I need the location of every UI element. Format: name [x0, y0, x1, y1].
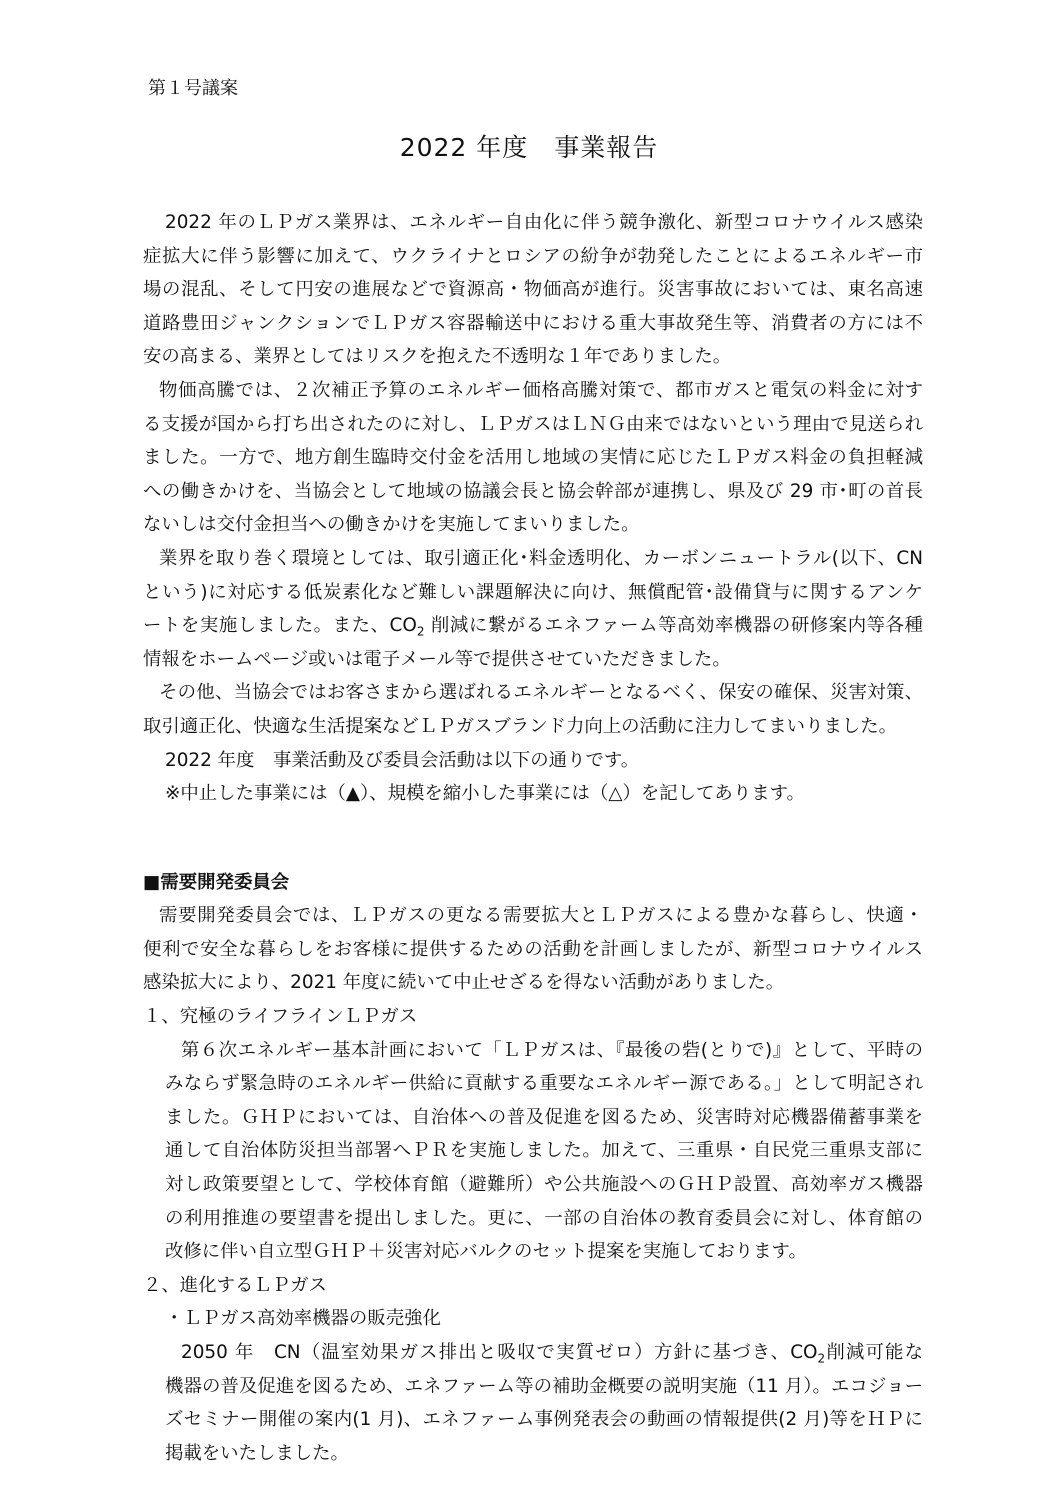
section-gap: [143, 811, 923, 866]
agenda-label: 第１号議案: [148, 78, 238, 99]
item1-line: 第６次エネルギー基本計画において「ＬＰガスは、『最後の砦(とりで)』として、平時の: [181, 1039, 923, 1061]
note-line: ※中止した事業には（▲）、規模を縮小した事業には（△）を記してあります。: [165, 783, 805, 805]
item2-line: [143, 1336, 923, 1370]
item1-line: ました。ＧＨＰにおいては、自治体への普及促進を図るため、災害時対応機器備蓄事業を: [165, 1106, 923, 1128]
paragraph-line: への働きかけを、当協会として地域の協議会長と協会幹部が連携し、県及び 29 市･町の首長: [143, 480, 923, 502]
line-part: 削減に繋がるエネファーム等高効率機器の研修案内等各種: [430, 615, 923, 637]
item1-title: １、究極のライフラインＬＰガス: [143, 1006, 418, 1028]
co2-label: $CO_2$: [389, 615, 425, 639]
paragraph-line: 物価高騰では、２次補正予算のエネルギー価格高騰対策で、都市ガスと電気の料金に対す: [159, 379, 923, 401]
item2-line: 掲載をいたしました。: [165, 1442, 349, 1464]
intro-line: 2022 年のＬＰガス業界は、エネルギー自由化に伴う競争激化、新型コロナウイルス感染: [165, 212, 923, 233]
paragraph-line: その他、当協会ではお客さまから選ばれるエネルギーとなるべく、保安の確保、災害対策、: [159, 682, 923, 704]
line-part: ートを実施しました。また、: [143, 615, 390, 637]
item2-line: ズセミナー開催の案内(1 月)、エネファーム事例発表会の動画の情報提供(2 月)等をＨＰに: [165, 1409, 923, 1431]
item1-line: の利用推進の要望書を提出しました。更に、一部の自治体の教育委員会に対し、体育館の: [165, 1207, 923, 1229]
paragraph-line: ました。一方で、地方創生臨時交付金を活用し地域の実情に応じたＬＰガス料金の負担軽減: [143, 447, 923, 469]
paragraph-line: [143, 609, 923, 643]
item1-line: みならず緊急時のエネルギー供給に貢献する重要なエネルギー源である。」として明記され: [165, 1073, 923, 1095]
paragraph-line: という)に対応する低炭素化など難しい課題解決に向け、無償配管･設備貸与に関するアンケ: [143, 581, 923, 603]
paragraph-line: る支援が国から打ち出されたのに対し、ＬＰガスはＬＮＧ由来ではないという理由で見送られ: [143, 413, 923, 435]
intro-line: 道路豊田ジャンクションでＬＰガス容器輸送中における重大事故発生等、消費者の方には不: [143, 312, 923, 334]
committee-line: 需要開発委員会では、ＬＰガスの更なる需要拡大とＬＰガスによる豊かな暮らし、快適・: [159, 905, 923, 927]
intro-line: 安の高まる、業界としてはリスクを抱えた不透明な１年でありました。: [143, 346, 732, 368]
item1-line: 対し政策要望として、学校体育館（避難所）や公共施設へのＧＨＰ設置、高効率ガス機器: [165, 1174, 923, 1196]
paragraph-line: 情報をホームページ或いは電子メール等で提供させていただきました。: [143, 648, 731, 670]
intro-line: 症拡大に伴う影響に加えて、ウクライナとロシアの紛争が勃発したことによるエネルギー市: [143, 245, 923, 267]
committee-heading: ■需要開発委員会: [143, 871, 290, 893]
item2-bullet: ・ＬＰガス高効率機器の販売強化: [165, 1308, 441, 1330]
item1-line: 改修に伴い自立型ＧＨＰ＋災害対応バルクのセット提案を実施しております。: [165, 1241, 807, 1263]
page-title: 2022 年度 事業報告: [399, 133, 659, 162]
paragraph-line: ないしは交付金担当への働きかけを実施してまいりました。: [143, 514, 640, 536]
report-body: [143, 206, 923, 1470]
committee-line: 感染拡大により、2021 年度に続いて中止せざるを得ない活動がありました。: [143, 972, 785, 994]
co2-label: $CO_2$: [790, 1342, 826, 1366]
paragraph-line: 業界を取り巻く環境としては、取引適正化･料金透明化、カーボンニュートラル(以下、CN: [159, 547, 923, 569]
intro-line: 場の混乱、そして円安の進展などで資源高・物価高が進行。災害事故においては、東名高速: [143, 279, 923, 301]
line-part: 2050 年 CN（温室効果ガス排出と吸収で実質ゼロ）方針に基づき、: [181, 1342, 791, 1363]
paragraph-line: 取引適正化、快適な生活提案などＬＰガスブランド力向上の活動に注力してまいりました。: [143, 715, 898, 737]
activities-line: 2022 年度 事業活動及び委員会活動は以下の通りです。: [165, 749, 640, 771]
committee-line: 便利で安全な暮らしをお客様に提供するための活動を計画しましたが、新型コロナウイルス: [143, 938, 923, 960]
item1-line: 通して自治体防災担当部署へＰＲを実施しました。加えて、三重県・自民党三重県支部に: [165, 1140, 923, 1162]
item2-line: 機器の普及促進を図るため、エネファーム等の補助金概要の説明実施（11 月）。エコジョー: [165, 1375, 923, 1397]
item2-title: ２、進化するＬＰガス: [143, 1274, 327, 1296]
line-part: 削減可能な: [825, 1342, 923, 1363]
